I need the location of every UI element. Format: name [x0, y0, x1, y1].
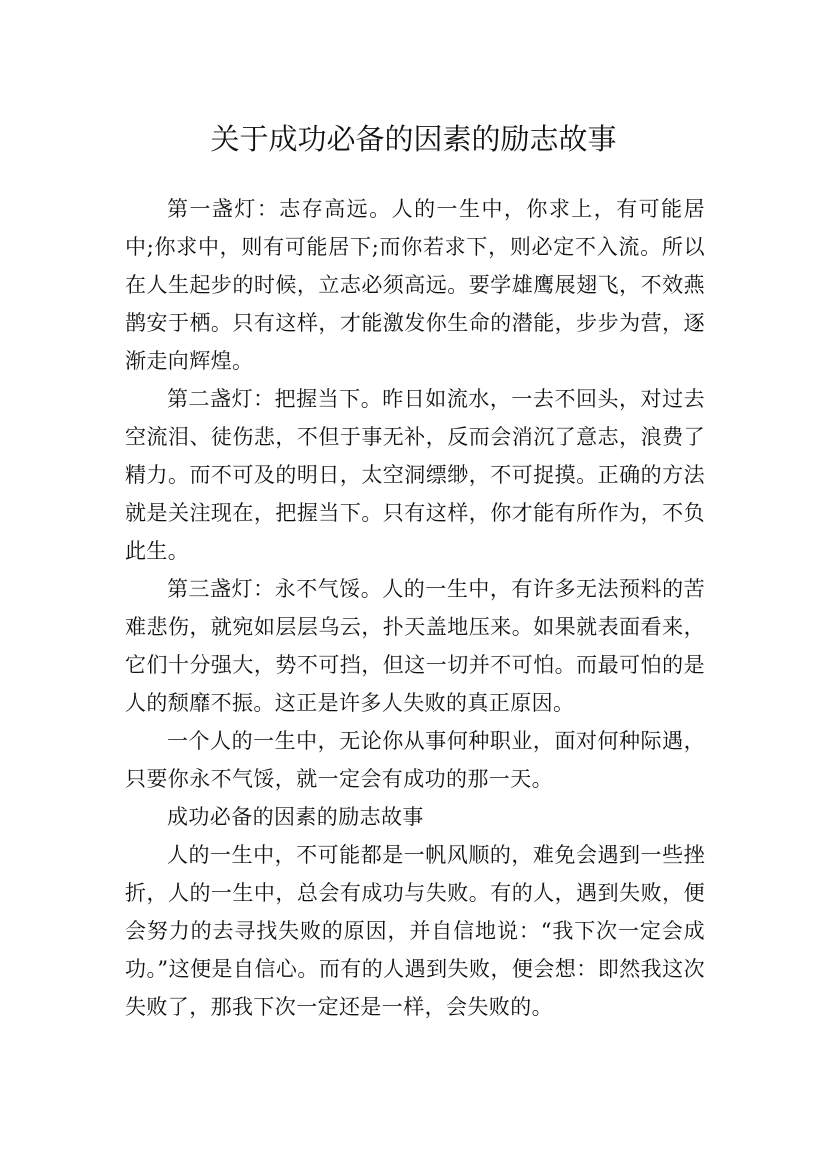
paragraph-first-lamp: 第一盏灯：志存高远。人的一生中，你求上，有可能居中;你求中，则有可能居下;而你若求下，则必定不入流。所以在人生起步的时候，立志必须高远。要学雄鹰展翅飞，不效燕鹊安于栖。只有这样，才能激发你生命的潜能，步步为营，逐渐走向辉煌。 — [125, 197, 705, 373]
paragraph-third-lamp: 第三盏灯：永不气馁。人的一生中，有许多无法预料的苦难悲伤，就宛如层层乌云，扑天盖地压来。如果就表面看来，它们十分强大，势不可挡，但这一切并不可怕。而最可怕的是人的颓靡不振。这正是许多人失败的真正原因。 — [125, 577, 705, 715]
document-body — [125, 190, 705, 1026]
section-subheading: 成功必备的因素的励志故事 — [167, 805, 424, 829]
paragraph-never-give-up: 一个人的一生中，无论你从事何种职业，面对何种际遇，只要你永不气馁，就一定会有成功的那一天。 — [125, 729, 705, 791]
paragraph-second-lamp: 第二盏灯：把握当下。昨日如流水，一去不回头，对过去空流泪、徒伤悲，不但于事无补，反而会消沉了意志，浪费了精力。而不可及的明日，太空洞缥缈，不可捉摸。正确的方法就是关注现在，把握当下。只有这样，你才能有所作为，不负此生。 — [125, 387, 705, 563]
paragraph-success-failure: 人的一生中，不可能都是一帆风顺的，难免会遇到一些挫折，人的一生中，总会有成功与失败。有的人，遇到失败，便会努力的去寻找失败的原因，并自信地说：“我下次一定会成功。”这便是自信心。而有的人遇到失败，便会想：即然我这次失败了，那我下次一定还是一样，会失败的。 — [125, 843, 705, 1019]
document-title: 关于成功必备的因素的励志故事 — [210, 122, 617, 157]
